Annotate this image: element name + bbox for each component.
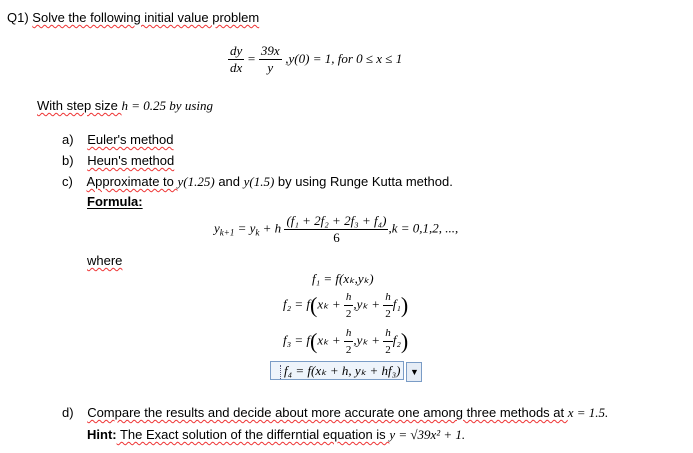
question-header — [7, 10, 259, 25]
f4-equation-editbox[interactable] — [270, 362, 422, 382]
question-title: Solve the following initial value problem — [32, 10, 260, 25]
rk-formula: $y_{k+1} = y_k + h$ $\frac{\text{(f₁ + 2f₂ + 2f₃ + f₄)}}{6}$ ,k = 0,1,2, ..., — [214, 213, 459, 245]
rk-fraction: $\frac{\text{(f₁ + 2f₂ + 2f₃ + f₄)}}{6}$ — [286, 213, 387, 245]
f4-equation: f₄ = f(xₖ + h, yₖ + hf₃) — [284, 362, 401, 378]
hint-label: Hint: — [87, 427, 117, 442]
step-size-prefix: With step size — [37, 98, 122, 113]
part-b: b) Heun's method — [62, 153, 175, 168]
f3-equation: f₃ = f(xₖ + $\frac{h}{2}$ ,yₖ + $\frac{h}{2}$ f₂) — [283, 327, 409, 356]
part-d-text: Compare the results and decide about more accurate one among three methods at — [87, 405, 568, 420]
part-c: c) Approximate to y(1.25) and y(1.5) by using Runge Kutta method. — [62, 174, 453, 189]
initial-condition: ,y(0) = 1, for 0 ≤ x ≤ 1 — [285, 50, 403, 66]
f1-equation: f₁ = f(xₖ,yₖ) — [312, 271, 374, 286]
question-label: Q1) — [7, 10, 29, 25]
exact-solution: y = √39x² + 1. — [389, 427, 466, 442]
where-label: where — [87, 253, 123, 268]
rhs-fraction: $\frac{39x}{y}$ — [260, 43, 280, 75]
dropdown-arrow-icon[interactable]: ▼ — [406, 362, 422, 382]
step-size-line — [37, 98, 213, 114]
drag-handle-icon[interactable] — [274, 365, 281, 379]
step-size-math: h = 0.25 by using — [121, 98, 213, 113]
part-a: a) Euler's method — [62, 132, 174, 147]
f2-equation: f₂ = f(xₖ + $\frac{h}{2}$ ,yₖ + $\frac{h}{2}$ f₁) — [283, 291, 409, 320]
formula-label: Formula: — [87, 194, 143, 209]
part-d: d) Compare the results and decide about more accurate one among three methods at x = 1.5. — [62, 405, 609, 420]
part-a-text: Euler's method — [87, 132, 174, 147]
dy-dx-fraction: $\frac{dy}{dx}$ — [230, 43, 243, 75]
part-b-text: Heun's method — [87, 153, 175, 168]
hint-line: Hint: The Exact solution of the differntial equation is y = √39x² + 1. — [87, 427, 466, 442]
ode-equation: $\frac{dy}{dx}$ = $\frac{39x}{y}$ ,y(0) = 1, for 0 ≤ x ≤ 1 — [230, 43, 403, 75]
